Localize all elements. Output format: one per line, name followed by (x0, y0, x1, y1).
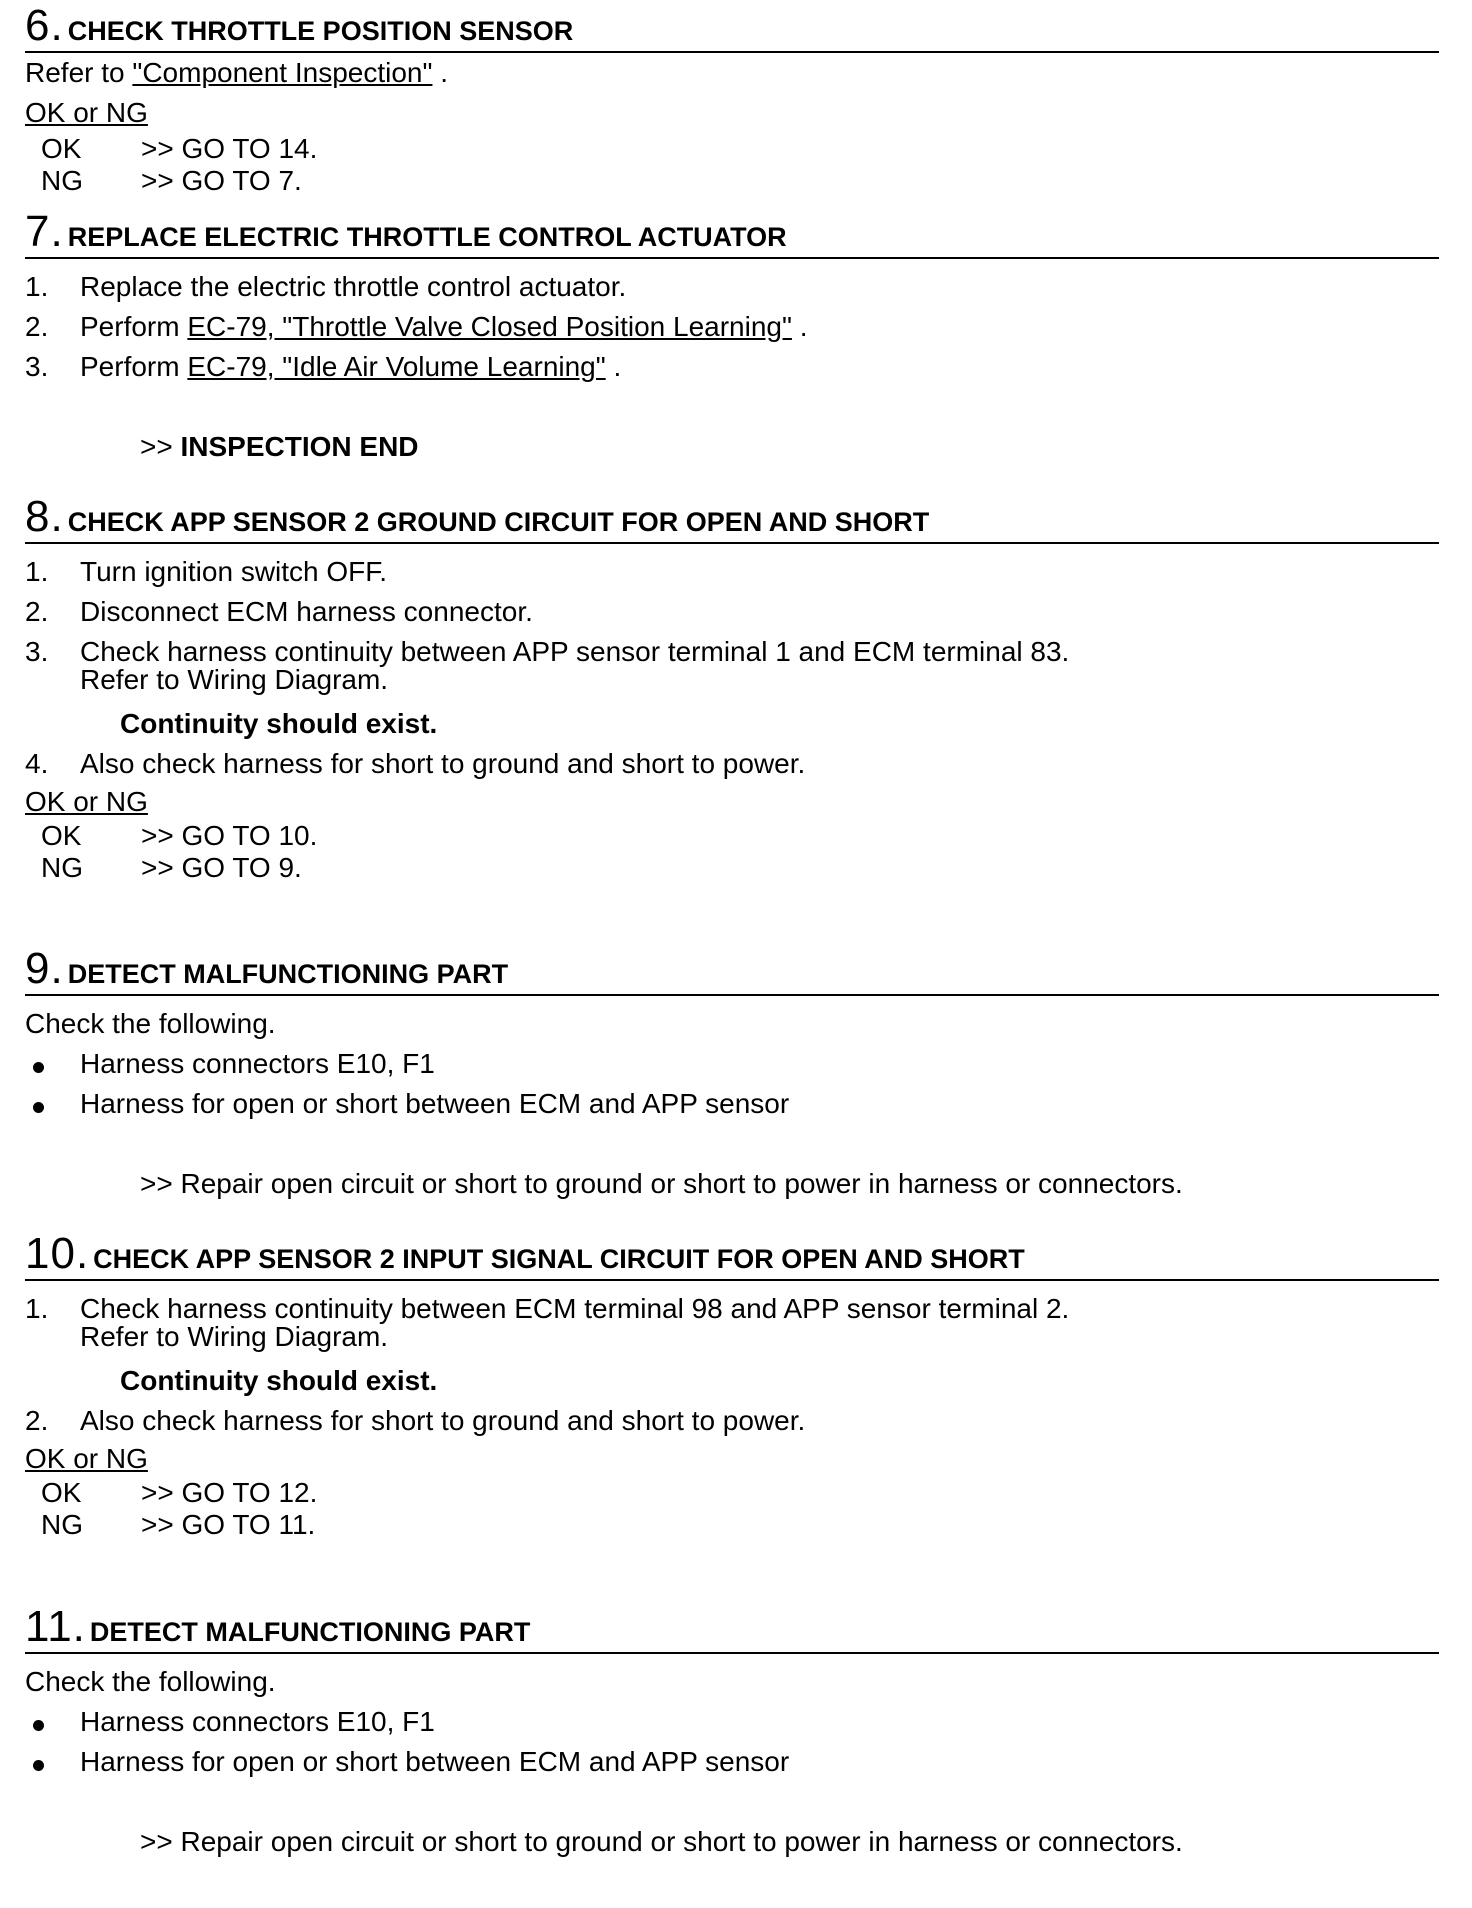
intro-text: Check the following. (25, 1008, 276, 1039)
ng-value: >> GO TO 7. (141, 165, 302, 196)
section-9-header (25, 944, 1439, 996)
section-7-header (25, 207, 1439, 259)
section-6 (25, 1, 1439, 197)
step-number: 4. (25, 748, 49, 779)
ok-key: OK (41, 1477, 82, 1508)
ok-value: >> GO TO 10. (141, 820, 318, 851)
section-number: 6. (25, 1, 64, 50)
section-10-header (25, 1229, 1439, 1281)
step-number: 1. (25, 271, 49, 302)
component-inspection-link[interactable]: "Component Inspection" (132, 57, 433, 88)
step (25, 592, 1439, 632)
ok-or-ng-label: OK or NG (25, 1443, 148, 1474)
bullet-icon (25, 1084, 80, 1124)
section-7 (25, 207, 1439, 467)
section-8 (25, 492, 1439, 884)
bullet-text: Harness for open or short between ECM and APP sensor (80, 1746, 790, 1777)
ok-row (25, 1477, 1439, 1509)
ng-value: >> GO TO 11. (141, 1509, 316, 1540)
section-number: 9. (25, 944, 64, 993)
intro-text: Check the following. (25, 1666, 276, 1697)
step-text: Disconnect ECM harness connector. (80, 596, 533, 627)
bullet-item (25, 1702, 1439, 1742)
step-suffix: . (605, 351, 622, 382)
step-continuation: Refer to Wiring Diagram. (80, 1321, 389, 1352)
ok-or-ng-label: OK or NG (25, 786, 148, 817)
step-number: 1. (25, 1293, 49, 1324)
step-number: 3. (25, 351, 49, 382)
result-line: >> Repair open circuit or short to ground or short to power in harness or connectors. (140, 1826, 1183, 1857)
step-prefix: Perform (80, 351, 188, 382)
spec-text: Continuity should exist. (120, 1365, 438, 1396)
bullet-icon (25, 1742, 80, 1782)
refer-prefix: Refer to (25, 57, 133, 88)
ok-or-ng-label: OK or NG (25, 97, 148, 128)
step (25, 744, 1439, 784)
bullet-text: Harness for open or short between ECM and APP sensor (80, 1088, 790, 1119)
step-continuation: Refer to Wiring Diagram. (80, 664, 389, 695)
ok-value: >> GO TO 12. (141, 1477, 318, 1508)
ok-value: >> GO TO 14. (141, 133, 318, 164)
throttle-valve-learning-link[interactable]: EC-79, "Throttle Valve Closed Position Learning" (187, 311, 792, 342)
step-text: Turn ignition switch OFF. (80, 556, 388, 587)
ok-key: OK (41, 133, 82, 164)
refer-suffix: . (432, 57, 449, 88)
section-number: 11. (25, 1602, 86, 1651)
step (25, 1401, 1439, 1441)
result-arrow: >> (140, 431, 181, 462)
step (25, 347, 1439, 387)
section-number: 7. (25, 207, 64, 256)
section-title: CHECK APP SENSOR 2 INPUT SIGNAL CIRCUIT FOR OPEN AND SHORT (93, 1244, 1025, 1274)
bullet-text: Harness connectors E10, F1 (80, 1048, 435, 1079)
ok-row (25, 133, 1439, 165)
step-number: 3. (25, 636, 49, 667)
section-title: REPLACE ELECTRIC THROTTLE CONTROL ACTUATOR (67, 222, 787, 252)
ng-value: >> GO TO 9. (141, 852, 302, 883)
step-number: 2. (25, 311, 49, 342)
step-text: Replace the electric throttle control actuator. (80, 271, 627, 302)
step-number: 2. (25, 596, 49, 627)
bullet-icon (25, 1044, 80, 1084)
bullet-icon (25, 1702, 80, 1742)
result-line: >> Repair open circuit or short to ground or short to power in harness or connectors. (140, 1168, 1183, 1199)
step-number: 1. (25, 556, 49, 587)
ng-key: NG (41, 165, 83, 196)
section-10 (25, 1229, 1439, 1541)
section-number: 10. (25, 1229, 90, 1278)
section-8-header (25, 492, 1439, 544)
step-suffix: . (791, 311, 808, 342)
ok-key: OK (41, 820, 82, 851)
bullet-item (25, 1044, 1439, 1084)
step-text: Check harness continuity between APP sensor terminal 1 and ECM terminal 83. (80, 636, 1070, 667)
step-prefix: Perform (80, 311, 188, 342)
result-text: INSPECTION END (180, 431, 419, 462)
step-number: 2. (25, 1405, 49, 1436)
step (25, 267, 1439, 307)
step-text: Check harness continuity between ECM terminal 98 and APP sensor terminal 2. (80, 1293, 1070, 1324)
section-title: DETECT MALFUNCTIONING PART (67, 959, 509, 989)
ng-key: NG (41, 1509, 83, 1540)
ok-row (25, 820, 1439, 852)
step (25, 552, 1439, 592)
section-number: 8. (25, 492, 64, 541)
refer-line (25, 53, 1439, 93)
step-text: Also check harness for short to ground and short to power. (80, 1405, 806, 1436)
section-11-header (25, 1602, 1439, 1654)
ng-row (25, 1509, 1439, 1541)
result-line (25, 427, 1439, 467)
ng-row (25, 852, 1439, 884)
section-11 (25, 1602, 1439, 1862)
bullet-text: Harness connectors E10, F1 (80, 1706, 435, 1737)
section-title: DETECT MALFUNCTIONING PART (89, 1617, 531, 1647)
section-title: CHECK APP SENSOR 2 GROUND CIRCUIT FOR OPEN AND SHORT (67, 507, 930, 537)
step-text: Also check harness for short to ground and short to power. (80, 748, 806, 779)
idle-air-volume-learning-link[interactable]: EC-79, "Idle Air Volume Learning" (187, 351, 606, 382)
spec-text: Continuity should exist. (120, 708, 438, 739)
section-title: CHECK THROTTLE POSITION SENSOR (67, 16, 574, 46)
ng-key: NG (41, 852, 83, 883)
ng-row (25, 165, 1439, 197)
section-6-header (25, 1, 1439, 53)
step (25, 307, 1439, 347)
bullet-item (25, 1742, 1439, 1782)
bullet-item (25, 1084, 1439, 1124)
section-9 (25, 944, 1439, 1204)
